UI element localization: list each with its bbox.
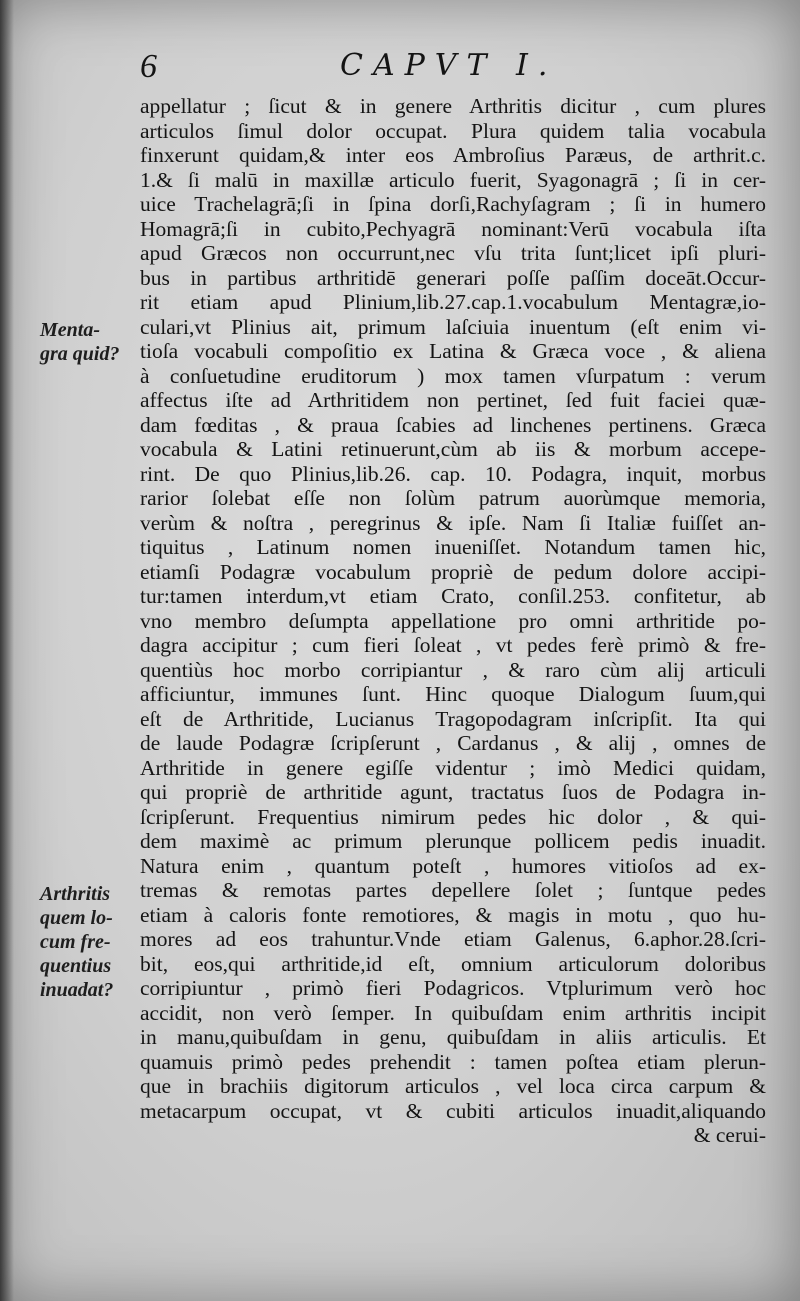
marginal-note-text: Arthritis quem lo- cum fre- quentius inuadat?	[40, 883, 114, 1001]
marginal-note-arthritis	[40, 882, 140, 1002]
text-line: Arthritide in genere egiſſe videntur ; imò Medici quidam,	[140, 755, 766, 780]
text-line: verùm & noſtra , peregrinus & ipſe. Nam ſi Italiæ fuiſſet an-	[140, 510, 766, 535]
text-line: dam fœditas , & praua ſcabies ad linchenes pertinens. Græca	[140, 412, 766, 437]
text-line: vocabula & Latini retinuerunt,cùm ab iis & morbum accepe-	[140, 437, 766, 461]
text-line: affectus iſte ad Arthritidem non pertinet, ſed fuit faciei quæ-	[140, 388, 766, 412]
text-line: rint. De quo Plinius,lib.26. cap. 10. Podagra, inquit, morbus	[140, 461, 766, 486]
text-line: mores ad eos trahuntur.Vnde etiam Galenus, 6.aphor.28.ſcri-	[140, 927, 766, 951]
page-number: 6	[140, 48, 157, 85]
text-line: appellatur ; ſicut & in genere Arthritis dicitur , cum plures	[140, 94, 766, 118]
text-line: & cerui-	[693, 1123, 766, 1147]
text-line: metacarpum occupat, vt & cubiti articulos inuadit,aliquando	[140, 1098, 766, 1123]
text-line: quentiùs hoc morbo corripiantur , & raro cùm alij articuli	[140, 657, 766, 682]
text-line: tremas & remotas partes depellere ſolet ; ſuntque pedes	[140, 878, 766, 902]
text-line: ſcripſerunt. Frequentius nimirum pedes hic dolor , & qui-	[140, 804, 766, 829]
text-line: tioſa vocabuli compoſitio ex Latina & Græca voce , & aliena	[140, 339, 766, 363]
text-line: finxerunt quidam,& inter eos Ambroſius Paræus, de arthrit.c.	[140, 143, 766, 167]
text-line: Natura enim , quantum poteſt , humores vitioſos ad ex-	[140, 853, 766, 878]
text-line: afficiuntur, immunes ſunt. Hinc quoque Dialogum ſuum,qui	[140, 682, 766, 706]
text-line: bit, eos,qui arthritide,id eſt, omnium articulorum doloribus	[140, 951, 766, 976]
text-line: corripiuntur , primò fieri Podagricos. Vtplurimum verò hoc	[140, 976, 766, 1000]
text-line: culari,vt Plinius ait, primum laſciuia inuentum (eſt enim vi-	[140, 314, 766, 339]
text-line: bus in partibus arthritidē generari poſſe paſſim doceāt.Occur-	[140, 265, 766, 290]
text-line: dagra accipitur ; cum fieri ſoleat , vt pedes ferè primò & fre-	[140, 633, 766, 657]
text-line: in manu,quibuſdam in genu, quibuſdam in aliis articulis. Et	[140, 1025, 766, 1049]
text-line: eſt de Arthritide, Lucianus Tragopodagram inſcripſit. Ita qui	[140, 706, 766, 731]
marginal-note-text: Menta- gra quid?	[40, 319, 120, 365]
text-line: de laude Podagræ ſcripſerunt , Cardanus , & alij , omnes de	[140, 731, 766, 755]
text-line: apud Græcos non occurrunt,nec vſu trita ſunt;licet ipſi pluri-	[140, 241, 766, 265]
text-line: rit etiam apud Plinium,lib.27.cap.1.vocabulum Mentagræ,io-	[140, 290, 766, 314]
text-line: qui propriè de arthritide agunt, tractatus ſuos de Podagra in-	[140, 780, 766, 804]
text-line: uice Trachelagrā;ſi in ſpina dorſi,Rachyſagram ; ſi in humero	[140, 192, 766, 216]
text-line: dem maximè ac primum plerunque pollicem pedis inuadit.	[140, 829, 766, 853]
text-line: tiquitus , Latinum nomen inueniſſet. Notandum tamen hic,	[140, 535, 766, 559]
text-line: que in brachiis digitorum articulos , vel loca circa carpum &	[140, 1074, 766, 1098]
text-line: 1.& ſi malū in maxillæ articulo fuerit, Syagonagrā ; ſi in cer-	[140, 167, 766, 192]
text-line: tur:tamen interdum,vt etiam Crato, conſil.253. confitetur, ab	[140, 584, 766, 608]
text-line: etiam à caloris fonte remotiores, & magis in motu , quo hu-	[140, 902, 766, 927]
page-header	[140, 48, 760, 94]
text-line: accidit, non verò ſemper. In quibuſdam enim arthritis incipit	[140, 1000, 766, 1025]
text-line: etiamſi Podagræ vocabulum propriè de pedum dolore accipi-	[140, 559, 766, 584]
text-line: rarior ſolebat eſſe non ſolùm patrum auorùmque memoria,	[140, 486, 766, 510]
text-line: quamuis primò pedes prehendit : tamen poſtea etiam plerun-	[140, 1049, 766, 1074]
text-line: à conſuetudine eruditorum ) mox tamen vſurpatum : verum	[140, 363, 766, 388]
marginal-note-mentagra	[40, 318, 140, 366]
text-line: vno membro deſumpta appellatione pro omni arthritide po-	[140, 608, 766, 633]
text-line: Homagrā;ſi in cubito,Pechyagrā nominant:Verū vocabula iſta	[140, 216, 766, 241]
main-text-block	[140, 94, 766, 1148]
text-line: articulos ſimul dolor occupat. Plura quidem talia vocabula	[140, 118, 766, 143]
running-head: CAPVT I.	[340, 48, 558, 83]
